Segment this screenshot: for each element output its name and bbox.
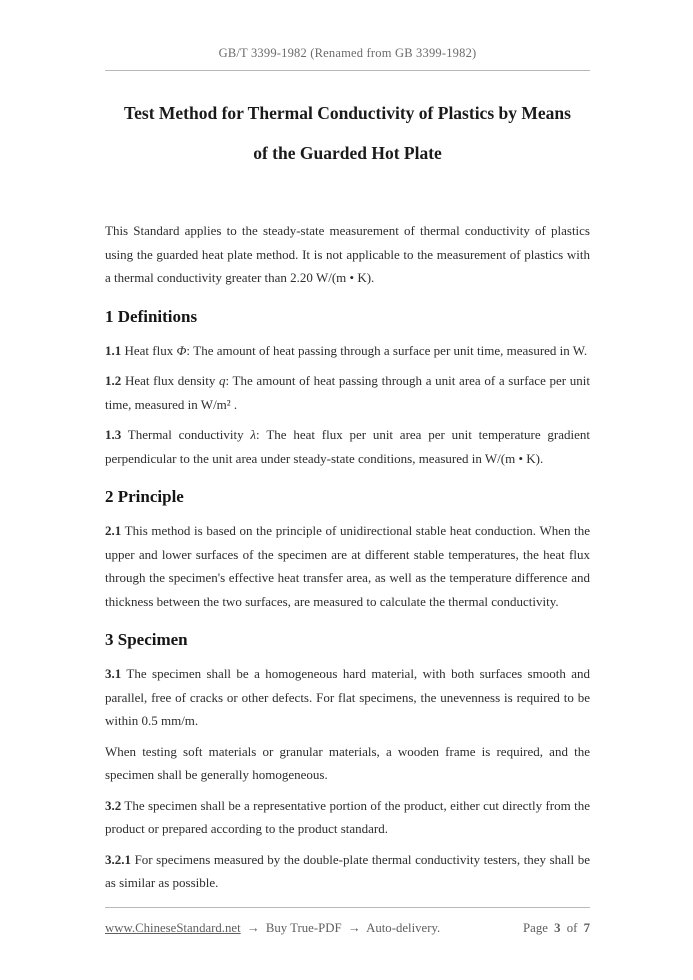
header-rule (105, 70, 590, 71)
clause-text (105, 523, 590, 609)
text-segment: : The amount of heat passing through a unit area of a surface per unit time, measured in W/m² . (105, 373, 591, 412)
text-segment: The specimen shall be a representative portion of the product, either cut directly from the product or prepared according to the product standard. (105, 797, 590, 836)
clause-number: 3.2.1 (105, 851, 131, 867)
clause-number: 3.1 (105, 666, 122, 681)
text-segment: Thermal conductivity (127, 427, 251, 442)
clause-number: 2.1 (105, 523, 122, 538)
clause-3-1-note (105, 740, 590, 787)
clause-2-1 (105, 519, 590, 613)
clause-number: 3.2 (105, 797, 122, 813)
clause-3-1 (105, 662, 590, 733)
page-total: 7 (583, 921, 590, 935)
header-standard-number: GB/T 3399-1982 (Renamed from GB 3399-1982) (218, 46, 477, 60)
page-indicator (520, 921, 590, 936)
page-current: 3 (554, 921, 561, 935)
page-label: Page (523, 921, 548, 935)
clause-text (105, 427, 590, 466)
footer-buy-text: Buy True-PDF (265, 921, 342, 935)
text-segment: : The amount of heat passing through a surface per unit time, measured in W. (186, 342, 588, 358)
text-segment: For specimens measured by the double-plate thermal conductivity testers, they shall be as similar as possible. (105, 851, 590, 890)
clause-number: 1.1 (105, 342, 122, 358)
arrow-icon: → (347, 921, 361, 935)
text-segment: Heat flux (124, 342, 177, 358)
of-label: of (566, 921, 578, 935)
clause-1-1 (105, 339, 590, 363)
title-line-1: Test Method for Thermal Conductivity of Plastics by Means (124, 103, 571, 123)
clause-number: 1.3 (105, 427, 122, 442)
page-header (105, 46, 590, 71)
clause-number: 1.2 (105, 373, 122, 388)
clause-text (105, 798, 590, 837)
section-heading-definitions: 1 Definitions (105, 306, 198, 326)
section-heading-principle: 2 Principle (105, 487, 184, 506)
text-segment: Heat flux density (124, 373, 219, 388)
clause-3-2 (105, 794, 590, 841)
text-segment: The specimen shall be a homogeneous hard material, with both surfaces smooth and parallel, free of cracks or other defects. For flat specimens, the unevenness is required to be within 0.5 mm/m. (105, 666, 590, 728)
clause-text (105, 666, 590, 728)
clause-3-2-1 (105, 848, 590, 895)
text-segment: Φ (176, 342, 187, 358)
clause-1-3 (105, 423, 590, 470)
section-heading-specimen: 3 Specimen (105, 630, 188, 649)
text-segment: λ (250, 427, 256, 442)
clause-text (105, 852, 590, 891)
document-title (105, 93, 590, 173)
clause-text (125, 343, 588, 358)
clause-text (105, 744, 590, 783)
footer-links (105, 921, 440, 936)
page-footer (105, 907, 590, 936)
arrow-icon: → (246, 921, 260, 935)
footer-delivery-text: Auto-delivery. (366, 921, 441, 935)
title-line-2: of the Guarded Hot Plate (253, 143, 442, 163)
text-segment: : The heat flux per unit area per unit temperature gradient perpendicular to the unit area under steady-state conditions, measured in W/(m • K). (105, 427, 590, 466)
website-link[interactable]: www.ChineseStandard.net (105, 921, 241, 935)
clause-text (105, 373, 590, 412)
text-segment: This method is based on the principle of unidirectional stable heat conduction. When the upper and lower surfaces of the specimen are at different stable temperatures, the heat flux through the specimen's effective heat transfer area, as well as the temperature difference and thickness between the two surfaces, are measured to calculate the thermal conductivity. (105, 523, 591, 609)
clause-1-2 (105, 369, 590, 416)
intro-paragraph: This Standard applies to the steady-state measurement of thermal conductivity of plastics using the guarded heat plate method. It is not applicable to the measurement of plastics with a thermal conductivity greater than 2.20 W/(m • K). (105, 223, 590, 285)
text-segment: When testing soft materials or granular materials, a wooden frame is required, and the specimen shall be generally homogeneous. (105, 743, 590, 782)
text-segment: q (219, 373, 226, 388)
